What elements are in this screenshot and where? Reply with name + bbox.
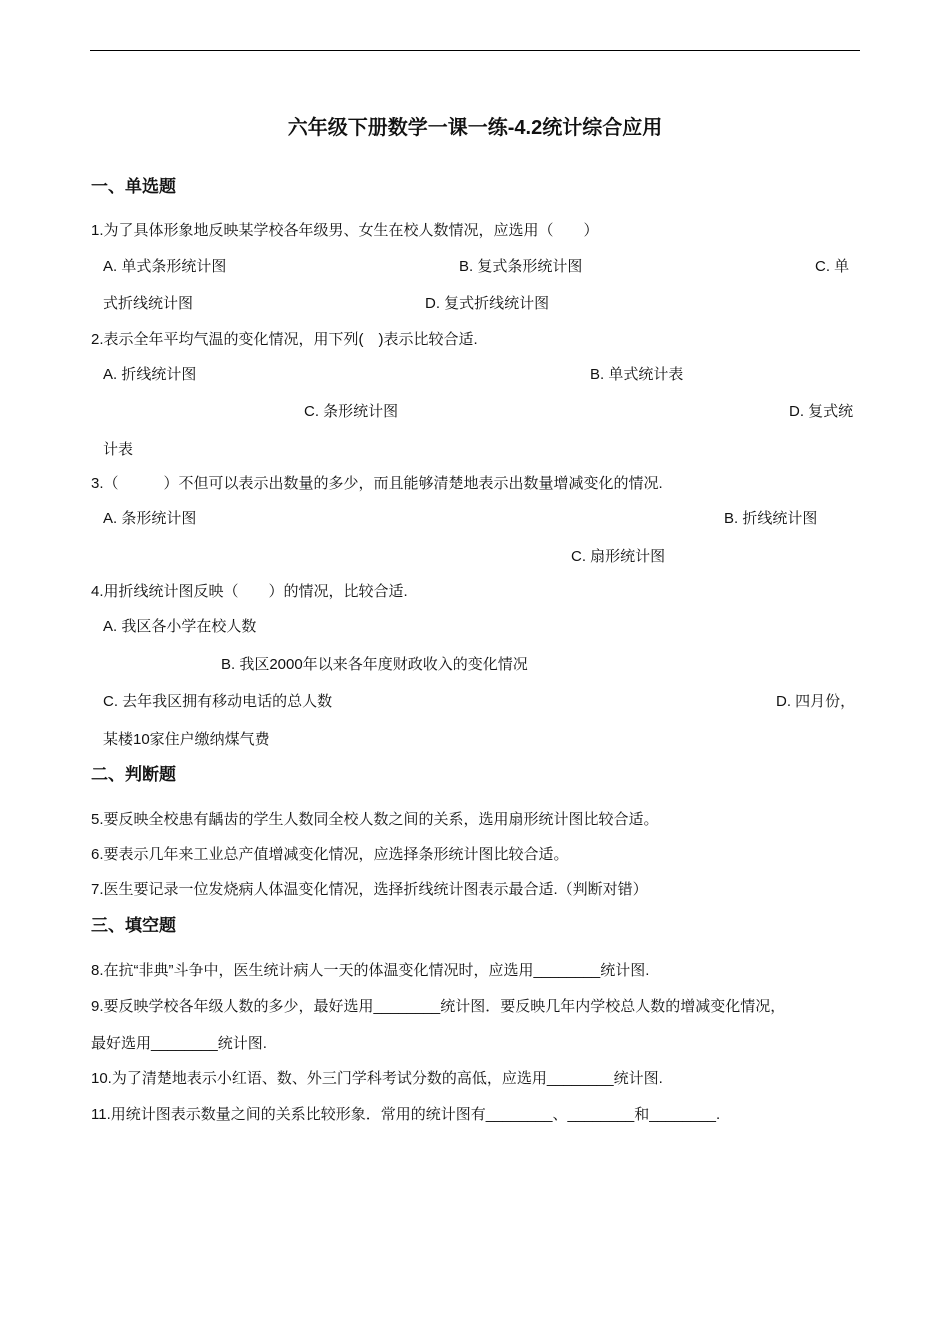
question-5: 5.要反映全校患有龋齿的学生人数同全校人数之间的关系，选用扇形统计图比较合适。	[91, 811, 659, 828]
question-11: 11.用统计图表示数量之间的关系比较形象．常用的统计图有________、________和________.	[91, 1106, 721, 1123]
question-2-option-d: D. 复式统	[789, 403, 854, 420]
question-3-stem: 3.（ ）不但可以表示出数量的多少，而且能够清楚地表示出数量增减变化的情况.	[91, 475, 663, 492]
question-1-option-d: D. 复式折线统计图	[425, 295, 550, 312]
question-7: 7.医生要记录一位发烧病人体温变化情况，选择折线统计图表示最合适.（判断对错）	[91, 881, 648, 898]
question-3-option-a: A. 条形统计图	[103, 510, 197, 527]
question-2-option-d-continued: 计表	[103, 441, 134, 458]
question-8: 8.在抗“非典”斗争中，医生统计病人一天的体温变化情况时，应选用________统计图.	[91, 962, 650, 979]
section-heading-fill-blank: 三、填空题	[91, 916, 176, 935]
question-9-line-2: 最好选用________统计图.	[91, 1035, 267, 1052]
question-3-option-b: B. 折线统计图	[724, 510, 818, 527]
question-3-option-c: C. 扇形统计图	[571, 548, 666, 565]
header-rule	[90, 50, 860, 51]
question-10: 10.为了清楚地表示小红语、数、外三门学科考试分数的高低，应选用________统计图.	[91, 1070, 663, 1087]
question-2-option-a: A. 折线统计图	[103, 366, 197, 383]
question-4-option-b: B. 我区2000年以来各年度财政收入的变化情况	[221, 656, 528, 673]
question-1-option-b: B. 复式条形统计图	[459, 258, 583, 275]
question-1-option-c-continued: 式折线统计图	[103, 295, 194, 312]
question-4-option-d-continued: 某楼10家住户缴纳煤气费	[103, 731, 270, 748]
page-title: 六年级下册数学一课一练-4.2统计综合应用	[287, 117, 663, 139]
question-4-stem: 4.用折线统计图反映（ ）的情况，比较合适.	[91, 583, 408, 600]
question-6: 6.要表示几年来工业总产值增减变化情况，应选择条形统计图比较合适。	[91, 846, 569, 863]
question-4-option-c: C. 去年我区拥有移动电话的总人数	[103, 693, 333, 710]
question-9-line-1: 9.要反映学校各年级人数的多少，最好选用________统计图．要反映几年内学校总人数的增减变化情况，	[91, 998, 786, 1015]
question-2-option-c: C. 条形统计图	[304, 403, 399, 420]
question-4-option-d: D. 四月份，	[776, 693, 856, 710]
question-1-stem: 1.为了具体形象地反映某学校各年级男、女生在校人数情况，应选用（ ）	[91, 222, 599, 239]
section-heading-single-choice: 一、单选题	[91, 177, 176, 196]
question-4-option-a: A. 我区各小学在校人数	[103, 618, 257, 635]
question-2-option-b: B. 单式统计表	[590, 366, 684, 383]
question-1-option-a: A. 单式条形统计图	[103, 258, 227, 275]
section-heading-true-false: 二、判断题	[91, 765, 176, 784]
question-2-stem: 2.表示全年平均气温的变化情况，用下列( )表示比较合适.	[91, 331, 478, 348]
question-1-option-c: C. 单	[815, 258, 850, 275]
